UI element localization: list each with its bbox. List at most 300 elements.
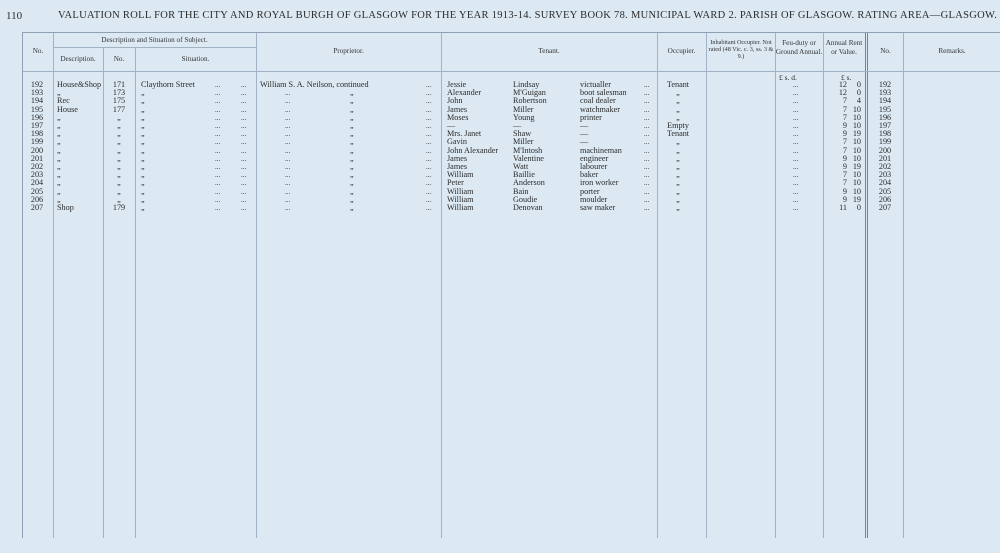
cell-pounds: 9: [842, 194, 847, 204]
leader-dots: ...: [426, 138, 432, 147]
cell-shill: 0: [856, 80, 861, 89]
cell-sit: Claythorn Street: [141, 80, 195, 89]
cell-hno: „: [117, 194, 121, 204]
cell-no: 194: [30, 96, 44, 106]
cell-prop: „: [350, 170, 354, 180]
cell-shill: 19: [852, 194, 861, 204]
cell-pounds: 12: [838, 80, 847, 89]
cell-sur: M'Intosh: [513, 145, 543, 155]
cell-occ: engineer: [580, 153, 609, 163]
cell-occ: moulder: [580, 194, 608, 204]
cell-desc: House: [57, 104, 78, 114]
leader-dots: ...: [644, 97, 650, 106]
cell-first: Alexander: [447, 88, 482, 98]
cell-sur: Baillie: [513, 170, 535, 180]
leader-dots: ...: [241, 89, 247, 98]
leader-dots: ...: [215, 105, 221, 114]
cell-occ: machineman: [580, 145, 622, 155]
cell-sur: Robertson: [513, 96, 547, 106]
cell-desc: „: [57, 137, 61, 147]
cell-first: Mrs. Janet: [447, 129, 482, 139]
cell-first: William: [447, 170, 474, 180]
leader-dots: ...: [644, 122, 650, 130]
leader-dots: ...: [644, 187, 650, 196]
cell-first: James: [447, 104, 468, 114]
leader-dots: ...: [793, 81, 799, 89]
cell-no2: 198: [878, 129, 892, 139]
leader-dots: ...: [793, 179, 799, 188]
cell-no2: 202: [878, 162, 892, 171]
page-number: 110: [6, 10, 23, 22]
cell-prop: „: [350, 194, 354, 204]
cell-no2: 201: [878, 153, 892, 163]
cell-prop: „: [350, 104, 354, 114]
cell-desc: Rec: [57, 96, 70, 106]
cell-no2: 207: [878, 203, 892, 212]
cell-no2: 196: [878, 112, 892, 122]
cell-first: Jessie: [447, 80, 467, 89]
leader-dots: ...: [285, 97, 291, 106]
leader-dots: ...: [793, 204, 799, 212]
leader-dots: ...: [215, 89, 221, 98]
cell-no: 192: [30, 80, 44, 89]
cell-shill: 0: [856, 88, 861, 98]
cell-first: James: [447, 162, 468, 171]
leader-dots: ...: [241, 195, 247, 204]
cell-hno: „: [117, 178, 121, 188]
cell-no2: 197: [878, 121, 892, 130]
leader-dots: ...: [426, 81, 432, 89]
cell-first: William: [447, 203, 474, 212]
header-rule: [53, 47, 256, 48]
cell-shill: 10: [852, 153, 861, 163]
cell-sur: Young: [513, 112, 535, 122]
cell-pounds: 11: [839, 203, 847, 212]
leader-dots: ...: [426, 195, 432, 204]
cell-sit: „: [141, 112, 145, 122]
cell-hno: 177: [112, 104, 126, 114]
cell-pounds: 12: [838, 88, 847, 98]
leader-dots: ...: [426, 113, 432, 122]
cell-prop: „: [350, 162, 354, 171]
cell-status: „: [676, 203, 680, 212]
cell-status: „: [676, 186, 680, 196]
leader-dots: ...: [793, 97, 799, 106]
leader-dots: ...: [793, 130, 799, 139]
cell-pounds: 9: [842, 162, 847, 171]
leader-dots: ...: [215, 138, 221, 147]
cell-sur: Valentine: [513, 153, 544, 163]
leader-dots: ...: [793, 171, 799, 180]
leader-dots: ...: [793, 195, 799, 204]
cell-first: Peter: [447, 178, 464, 188]
cell-status: „: [676, 96, 680, 106]
cell-no: 197: [30, 121, 44, 130]
leader-dots: ...: [426, 122, 432, 130]
leader-dots: ...: [285, 146, 291, 155]
cell-sur: Shaw: [513, 129, 532, 139]
cell-hno: „: [117, 186, 121, 196]
leader-dots: ...: [644, 163, 650, 171]
leader-dots: ...: [426, 130, 432, 139]
cell-status: Tenant: [666, 129, 690, 139]
col-header-feu: Feu-duty or Ground Annual.: [775, 39, 823, 56]
col-header-no: No.: [32, 47, 44, 55]
cell-pounds: 7: [842, 145, 847, 155]
cell-occ: printer: [580, 112, 602, 122]
cell-shill: 10: [852, 178, 861, 188]
cell-desc: „: [57, 145, 61, 155]
col-header-description: Description.: [60, 55, 96, 63]
cell-prop: „: [350, 145, 354, 155]
cell-first: James: [447, 153, 468, 163]
cell-status: „: [676, 145, 680, 155]
leader-dots: ...: [644, 105, 650, 114]
col-header-desc-group: Description and Situation of Subject.: [101, 36, 208, 44]
cell-status: Empty: [667, 121, 689, 130]
cell-sit: „: [141, 96, 145, 106]
cell-desc: „: [57, 170, 61, 180]
leader-dots: ...: [241, 204, 247, 212]
leader-dots: ...: [215, 122, 221, 130]
cell-first: Gavin: [447, 137, 468, 147]
cell-prop: William S. A. Neilson, continued: [260, 80, 369, 89]
cell-no: 199: [30, 137, 44, 147]
header-rule: [23, 71, 1000, 72]
table-row: [23, 196, 1000, 204]
cell-prop: „: [350, 153, 354, 163]
cell-desc: „: [57, 162, 61, 171]
cell-hno: „: [117, 153, 121, 163]
leader-dots: ...: [215, 204, 221, 212]
leader-dots: ...: [426, 89, 432, 98]
cell-sur: Watt: [513, 162, 529, 171]
cell-pounds: 7: [842, 178, 847, 188]
leader-dots: ...: [285, 105, 291, 114]
cell-hno: 173: [112, 88, 126, 98]
cell-occ: victualler: [580, 80, 611, 89]
leader-dots: ...: [215, 81, 221, 89]
cell-first: John Alexander: [447, 145, 499, 155]
leader-dots: ...: [285, 195, 291, 204]
cell-no2: 203: [878, 170, 892, 180]
leader-dots: ...: [644, 154, 650, 163]
col-header-tenant: Tenant.: [538, 47, 560, 55]
leader-dots: ...: [644, 81, 650, 89]
cell-sit: „: [141, 194, 145, 204]
leader-dots: ...: [644, 130, 650, 139]
cell-no: 205: [30, 186, 44, 196]
leader-dots: ...: [793, 113, 799, 122]
cell-sit: „: [141, 186, 145, 196]
cell-sur: Goudie: [513, 194, 538, 204]
cell-no: 195: [30, 104, 44, 114]
cell-hno: „: [117, 162, 121, 171]
cell-sur: Miller: [513, 137, 534, 147]
leader-dots: ...: [285, 204, 291, 212]
cell-pounds: 9: [842, 153, 847, 163]
cell-prop: „: [350, 203, 354, 212]
col-header-inhabitant: Inhabitant Occupier. Not rated (48 Vic. c. 3, ss. 3 & 9.): [708, 39, 774, 60]
cell-sit: „: [141, 137, 145, 147]
cell-prop: „: [350, 88, 354, 98]
leader-dots: ...: [285, 179, 291, 188]
cell-occ: baker: [580, 170, 599, 180]
cell-shill: 10: [852, 112, 861, 122]
leader-dots: ...: [241, 97, 247, 106]
cell-no2: 204: [878, 178, 892, 188]
cell-sit: „: [141, 170, 145, 180]
cell-desc: „: [57, 194, 61, 204]
leader-dots: ...: [426, 154, 432, 163]
table-row: [23, 89, 1000, 97]
cell-sur: Bain: [513, 186, 529, 196]
cell-status: „: [676, 170, 680, 180]
cell-pounds: 9: [842, 121, 847, 130]
cell-no: 200: [30, 145, 44, 155]
cell-occ: coal dealer: [580, 96, 616, 106]
leader-dots: ...: [215, 97, 221, 106]
page-header: VALUATION ROLL FOR THE CITY AND ROYAL BURGH OF GLASGOW FOR THE YEAR 1913-14. SURVEY BOOK 78. MUNICIPAL WARD 2. PARISH OF GLASGOW. RATING AREA—GLASGOW.: [58, 10, 998, 21]
cell-desc: „: [57, 129, 61, 139]
cell-first: William: [447, 194, 474, 204]
cell-pounds: 9: [842, 129, 847, 139]
cell-status: „: [676, 162, 680, 171]
leader-dots: ...: [285, 89, 291, 98]
cell-no2: 195: [878, 104, 892, 114]
cell-occ: porter: [580, 186, 600, 196]
leader-dots: ...: [426, 105, 432, 114]
leader-dots: ...: [241, 163, 247, 171]
leader-dots: ...: [793, 122, 799, 130]
cell-desc: House&Shop: [57, 80, 102, 89]
leader-dots: ...: [644, 113, 650, 122]
leader-dots: ...: [285, 163, 291, 171]
leader-dots: ...: [644, 171, 650, 180]
cell-pounds: 7: [842, 112, 847, 122]
cell-sit: „: [141, 129, 145, 139]
leader-dots: ...: [215, 187, 221, 196]
col-header-rent: Annual Rent or Value.: [825, 39, 863, 56]
cell-status: „: [676, 112, 680, 122]
leader-dots: ...: [426, 146, 432, 155]
cell-shill: 10: [852, 186, 861, 196]
cell-first: John: [447, 96, 463, 106]
leader-dots: ...: [426, 204, 432, 212]
table-row: [23, 204, 1000, 212]
cell-desc: „: [57, 178, 61, 188]
cell-sur: Denovan: [513, 203, 543, 212]
leader-dots: ...: [215, 179, 221, 188]
leader-dots: ...: [215, 154, 221, 163]
cell-prop: „: [350, 186, 354, 196]
leader-dots: ...: [241, 138, 247, 147]
cell-occ: saw maker: [580, 203, 616, 212]
valuation-ledger: [22, 32, 1000, 538]
cell-sit: „: [141, 203, 145, 212]
leader-dots: ...: [793, 138, 799, 147]
cell-status: Tenant: [666, 80, 690, 89]
leader-dots: ...: [241, 81, 247, 89]
cell-occ: —: [580, 121, 589, 130]
cell-prop: „: [350, 178, 354, 188]
cell-sur: —: [513, 121, 522, 130]
cell-no2: 205: [878, 186, 892, 196]
cell-status: „: [676, 194, 680, 204]
leader-dots: ...: [241, 122, 247, 130]
leader-dots: ...: [644, 138, 650, 147]
leader-dots: ...: [241, 171, 247, 180]
leader-dots: ...: [285, 113, 291, 122]
cell-occ: boot salesman: [580, 88, 627, 98]
feu-money-units: £ s. d.: [779, 73, 797, 82]
cell-prop: „: [350, 112, 354, 122]
cell-shill: 10: [852, 104, 861, 114]
leader-dots: ...: [241, 179, 247, 188]
cell-prop: „: [350, 129, 354, 139]
leader-dots: ...: [426, 187, 432, 196]
leader-dots: ...: [426, 163, 432, 171]
cell-hno: 171: [112, 80, 126, 89]
cell-sit: „: [141, 162, 145, 171]
cell-occ: labourer: [580, 162, 608, 171]
cell-pounds: 7: [842, 104, 847, 114]
cell-no: 202: [30, 162, 44, 171]
cell-shill: 19: [852, 129, 861, 139]
cell-no: 198: [30, 129, 44, 139]
cell-sit: „: [141, 145, 145, 155]
cell-hno: „: [117, 170, 121, 180]
cell-desc: „: [57, 153, 61, 163]
leader-dots: ...: [793, 154, 799, 163]
cell-hno: „: [117, 145, 121, 155]
leader-dots: ...: [285, 138, 291, 147]
cell-sur: Lindsay: [513, 80, 540, 89]
cell-hno: „: [117, 121, 121, 130]
cell-prop: „: [350, 121, 354, 130]
cell-hno: 179: [112, 203, 126, 212]
leader-dots: ...: [241, 154, 247, 163]
leader-dots: ...: [793, 146, 799, 155]
cell-hno: „: [117, 137, 121, 147]
cell-sur: Anderson: [513, 178, 545, 188]
cell-no2: 206: [878, 194, 892, 204]
col-header-house-no: No.: [113, 55, 125, 63]
cell-sur: Miller: [513, 104, 534, 114]
cell-status: „: [676, 104, 680, 114]
cell-shill: 19: [852, 162, 861, 171]
cell-occ: watchmaker: [580, 104, 621, 114]
cell-no: 207: [30, 203, 44, 212]
col-header-occupier: Occupier.: [667, 47, 696, 55]
leader-dots: ...: [215, 113, 221, 122]
cell-sit: „: [141, 178, 145, 188]
cell-pounds: 7: [842, 137, 847, 147]
rent-money-units: £ s.: [841, 73, 852, 82]
cell-desc: „: [57, 88, 61, 98]
cell-no: 206: [30, 194, 44, 204]
cell-occ: —: [580, 137, 589, 147]
cell-no2: 199: [878, 137, 892, 147]
cell-shill: 4: [856, 96, 861, 106]
leader-dots: ...: [793, 187, 799, 196]
cell-hno: 175: [112, 96, 126, 106]
cell-no: 193: [30, 88, 44, 98]
leader-dots: ...: [285, 187, 291, 196]
leader-dots: ...: [426, 171, 432, 180]
cell-first: —: [447, 121, 456, 130]
cell-occ: iron worker: [580, 178, 619, 188]
cell-no: 201: [30, 153, 44, 163]
leader-dots: ...: [215, 171, 221, 180]
cell-no: 204: [30, 178, 44, 188]
cell-status: „: [676, 137, 680, 147]
cell-no2: 194: [878, 96, 892, 106]
leader-dots: ...: [285, 154, 291, 163]
leader-dots: ...: [215, 163, 221, 171]
cell-hno: „: [117, 129, 121, 139]
leader-dots: ...: [241, 105, 247, 114]
cell-desc: „: [57, 186, 61, 196]
cell-shill: 10: [852, 121, 861, 130]
leader-dots: ...: [241, 187, 247, 196]
cell-sit: „: [141, 121, 145, 130]
cell-desc: „: [57, 112, 61, 122]
cell-no2: 193: [878, 88, 892, 98]
cell-pounds: 9: [842, 186, 847, 196]
cell-status: „: [676, 153, 680, 163]
leader-dots: ...: [644, 146, 650, 155]
col-header-proprietor: Proprietor.: [333, 47, 364, 55]
leader-dots: ...: [644, 89, 650, 98]
cell-pounds: 7: [842, 170, 847, 180]
col-header-remarks: Remarks.: [938, 47, 966, 55]
leader-dots: ...: [644, 204, 650, 212]
cell-shill: 0: [856, 203, 861, 212]
cell-shill: 10: [852, 145, 861, 155]
cell-sit: „: [141, 88, 145, 98]
leader-dots: ...: [285, 122, 291, 130]
cell-no: 203: [30, 170, 44, 180]
cell-occ: —: [580, 129, 589, 139]
leader-dots: ...: [426, 179, 432, 188]
cell-first: William: [447, 186, 474, 196]
leader-dots: ...: [644, 179, 650, 188]
leader-dots: ...: [241, 146, 247, 155]
cell-sit: „: [141, 104, 145, 114]
cell-no2: 200: [878, 145, 892, 155]
cell-shill: 10: [852, 170, 861, 180]
cell-hno: „: [117, 112, 121, 122]
leader-dots: ...: [793, 89, 799, 98]
leader-dots: ...: [285, 130, 291, 139]
cell-prop: „: [350, 96, 354, 106]
col-header-situation: Situation.: [181, 55, 210, 63]
col-header-no-2: No.: [880, 47, 891, 55]
leader-dots: ...: [215, 195, 221, 204]
cell-desc: Shop: [57, 203, 74, 212]
cell-sit: „: [141, 153, 145, 163]
cell-sur: M'Guigan: [513, 88, 546, 98]
cell-no: 196: [30, 112, 44, 122]
leader-dots: ...: [215, 146, 221, 155]
cell-shill: 10: [852, 137, 861, 147]
table-row: [23, 81, 1000, 89]
leader-dots: ...: [793, 163, 799, 171]
leader-dots: ...: [241, 130, 247, 139]
leader-dots: ...: [241, 113, 247, 122]
leader-dots: ...: [215, 130, 221, 139]
